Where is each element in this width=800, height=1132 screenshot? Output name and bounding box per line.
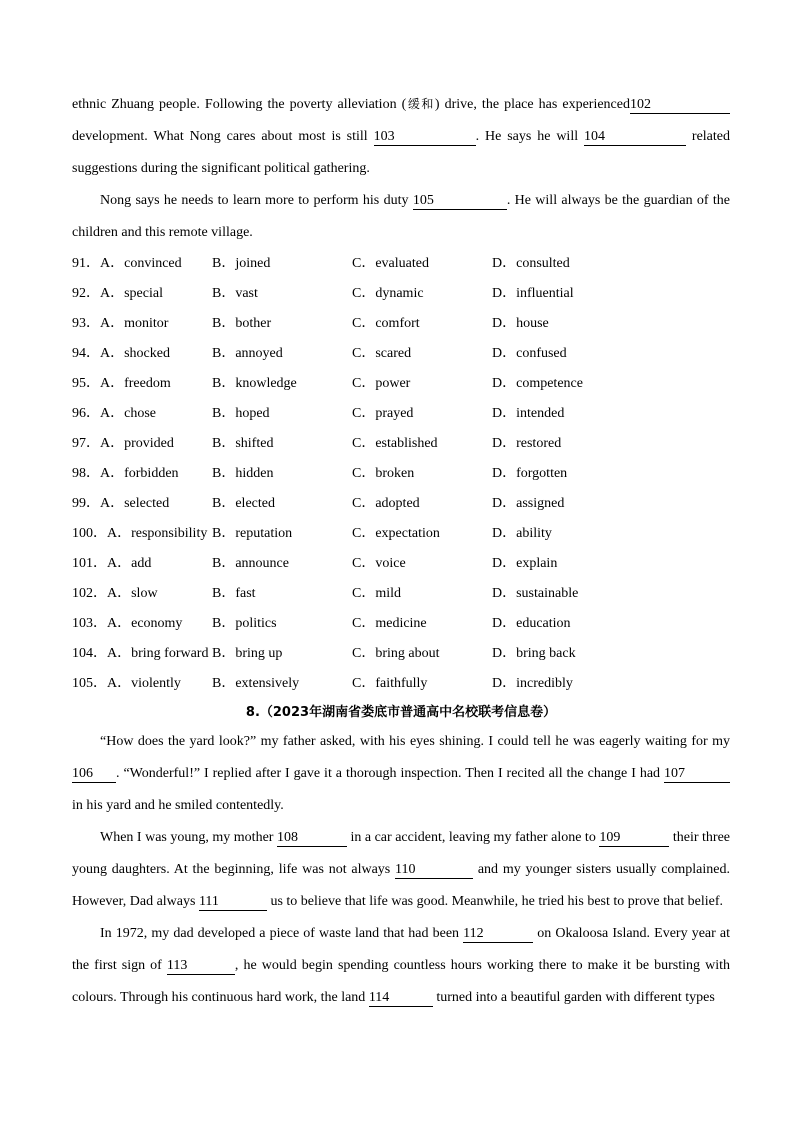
question-number: 102．: [72, 586, 107, 601]
blank-114: 114: [369, 990, 433, 1007]
option-a: [72, 369, 212, 399]
blank-113: 113: [167, 958, 235, 975]
option-a: [72, 339, 212, 369]
option-c: [352, 399, 492, 429]
text-run: their three young daughters. At the beginning, life was not always: [72, 830, 730, 877]
option-text: C．mild: [352, 586, 402, 601]
option-text: D．competence: [492, 376, 583, 391]
option-d: [492, 249, 730, 279]
option-row: [72, 639, 730, 669]
option-c: [352, 489, 492, 519]
option-text: B．elected: [212, 496, 275, 511]
text-run: on Okaloosa Island. Every year at the first sign of: [72, 926, 730, 973]
option-c: [352, 249, 492, 279]
option-b: [212, 639, 352, 669]
option-text: B．bring up: [212, 646, 283, 661]
option-a: [72, 309, 212, 339]
option-d: [492, 639, 730, 669]
question-number: 94．: [72, 346, 100, 361]
option-b: [212, 549, 352, 579]
option-row: [72, 429, 730, 459]
option-c: [352, 579, 492, 609]
option-a: [72, 519, 212, 549]
option-text: A．economy: [107, 616, 183, 631]
option-c: [352, 549, 492, 579]
blank-103: 103: [374, 129, 476, 146]
option-text: D．restored: [492, 436, 562, 451]
text-run: Nong says he needs to learn more to perform his duty: [100, 193, 413, 208]
option-text: A．provided: [100, 436, 174, 451]
option-text: C．prayed: [352, 406, 414, 421]
option-text: B．fast: [212, 586, 256, 601]
option-text: C．adopted: [352, 496, 420, 511]
option-a: [72, 639, 212, 669]
option-row: [72, 279, 730, 309]
option-text: B．reputation: [212, 526, 293, 541]
text-run: ) drive, the place has experienced: [434, 97, 630, 112]
option-a: [72, 669, 212, 699]
chinese-gloss: 缓和: [406, 97, 435, 111]
option-text: D．influential: [492, 286, 574, 301]
option-a: [72, 489, 212, 519]
option-c: [352, 369, 492, 399]
option-text: A．chose: [100, 406, 156, 421]
option-text: C．faithfully: [352, 676, 428, 691]
text-run: . He will always be the guardian of the children and this remote village.: [72, 193, 731, 240]
option-d: [492, 309, 730, 339]
option-text: B．knowledge: [212, 376, 297, 391]
option-row: [72, 459, 730, 489]
blank-112: 112: [463, 926, 533, 943]
text-run: us to believe that life was good. Meanwhile, he tried his best to prove that belief.: [266, 894, 723, 909]
option-a: [72, 459, 212, 489]
option-text: A．violently: [107, 676, 181, 691]
option-c: [352, 309, 492, 339]
passage2-paragraph-1: [72, 726, 730, 822]
option-text: D．forgotten: [492, 466, 568, 481]
option-text: A．selected: [100, 496, 170, 511]
option-text: D．intended: [492, 406, 565, 421]
option-text: A．slow: [107, 586, 158, 601]
option-a: [72, 429, 212, 459]
section-heading: 8.（2023年湖南省娄底市普通高中名校联考信息卷）: [245, 705, 557, 720]
passage1-paragraph-2: [72, 185, 730, 249]
option-text: A．shocked: [100, 346, 170, 361]
option-c: [352, 339, 492, 369]
text-run: . “Wonderful!” I replied after I gave it a thorough inspection. Then I recited all the change I had: [116, 766, 664, 781]
option-d: [492, 489, 730, 519]
option-d: [492, 369, 730, 399]
option-c: [352, 279, 492, 309]
option-a: [72, 549, 212, 579]
passage2-paragraph-3: [72, 918, 730, 1014]
option-text: D．consulted: [492, 256, 570, 271]
blank-104: 104: [584, 129, 686, 146]
option-row: [72, 519, 730, 549]
text-run: ethnic Zhuang people. Following the poverty alleviation (: [72, 97, 407, 112]
option-b: [212, 669, 352, 699]
text-run: . He says he will: [475, 129, 585, 144]
question-number: 96．: [72, 406, 100, 421]
option-text: C．scared: [352, 346, 412, 361]
option-text: D．confused: [492, 346, 567, 361]
question-number: 101．: [72, 556, 107, 571]
text-run: In 1972, my dad developed a piece of waste land that had been: [100, 926, 464, 941]
option-text: C．expectation: [352, 526, 440, 541]
option-d: [492, 579, 730, 609]
option-text: B．vast: [212, 286, 258, 301]
option-text: A．bring forward: [107, 646, 209, 661]
option-text: C．bring about: [352, 646, 440, 661]
option-row: [72, 399, 730, 429]
blank-107: 107: [664, 766, 730, 783]
option-text: D．education: [492, 616, 571, 631]
option-a: [72, 579, 212, 609]
text-run: and my younger sisters usually complained. However, Dad always: [72, 862, 731, 909]
option-a: [72, 399, 212, 429]
option-text: B．joined: [212, 256, 271, 271]
option-b: [212, 519, 352, 549]
option-b: [212, 309, 352, 339]
option-text: D．ability: [492, 526, 552, 541]
option-c: [352, 429, 492, 459]
option-text: A．freedom: [100, 376, 171, 391]
option-d: [492, 399, 730, 429]
question-number: 93．: [72, 316, 100, 331]
option-row: [72, 339, 730, 369]
option-text: B．announce: [212, 556, 289, 571]
option-text: A．responsibility: [107, 526, 208, 541]
document-page: [72, 88, 730, 1014]
option-c: [352, 459, 492, 489]
blank-109: 109: [599, 830, 669, 847]
option-b: [212, 399, 352, 429]
option-c: [352, 669, 492, 699]
option-text: C．evaluated: [352, 256, 429, 271]
option-text: A．monitor: [100, 316, 169, 331]
question-number: 98．: [72, 466, 100, 481]
option-text: C．voice: [352, 556, 406, 571]
option-row: [72, 249, 730, 279]
option-row: [72, 549, 730, 579]
text-run: turned into a beautiful garden with different types: [432, 990, 715, 1005]
option-b: [212, 249, 352, 279]
option-text: B．politics: [212, 616, 277, 631]
option-d: [492, 549, 730, 579]
option-text: A．convinced: [100, 256, 182, 271]
option-text: C．broken: [352, 466, 415, 481]
passage2-paragraph-2: [72, 822, 730, 918]
option-text: D．explain: [492, 556, 558, 571]
text-run: “How does the yard look?” my father asked, with his eyes shining. I could tell he was eagerly waiting for my: [100, 734, 730, 749]
question-number: 95．: [72, 376, 100, 391]
option-text: C．medicine: [352, 616, 427, 631]
option-text: A．add: [107, 556, 152, 571]
option-d: [492, 519, 730, 549]
option-text: D．incredibly: [492, 676, 573, 691]
text-run: development. What Nong cares about most is still: [72, 129, 374, 144]
option-c: [352, 639, 492, 669]
option-d: [492, 459, 730, 489]
option-d: [492, 609, 730, 639]
option-row: [72, 309, 730, 339]
option-text: C．established: [352, 436, 438, 451]
blank-105: 105: [413, 193, 507, 210]
option-row: [72, 369, 730, 399]
option-b: [212, 339, 352, 369]
question-number: 105．: [72, 676, 107, 691]
option-text: B．hoped: [212, 406, 270, 421]
option-text: A．forbidden: [100, 466, 179, 481]
blank-110: 110: [395, 862, 473, 879]
option-text: B．bother: [212, 316, 272, 331]
option-c: [352, 519, 492, 549]
option-b: [212, 609, 352, 639]
option-d: [492, 279, 730, 309]
option-d: [492, 669, 730, 699]
option-text: B．shifted: [212, 436, 274, 451]
option-b: [212, 489, 352, 519]
text-run: in his yard and he smiled contentedly.: [72, 798, 284, 813]
text-run: in a car accident, leaving my father alone to: [346, 830, 600, 845]
option-text: B．extensively: [212, 676, 300, 691]
text-run: , he would begin spending countless hours working there to make it be bursting with colours. Through his continuous hard work, the land: [72, 958, 730, 1005]
option-d: [492, 339, 730, 369]
blank-111: 111: [199, 894, 267, 911]
option-a: [72, 249, 212, 279]
question-number: 104．: [72, 646, 107, 661]
question-number: 99．: [72, 496, 100, 511]
option-text: C．power: [352, 376, 411, 391]
passage1-paragraph-1: [72, 88, 730, 185]
option-text: C．comfort: [352, 316, 420, 331]
option-row: [72, 669, 730, 699]
options-list: [72, 249, 730, 699]
question-number: 103．: [72, 616, 107, 631]
option-b: [212, 579, 352, 609]
option-b: [212, 459, 352, 489]
text-run: related suggestions during the significant political gathering.: [72, 129, 730, 176]
option-text: A．special: [100, 286, 163, 301]
option-c: [352, 609, 492, 639]
option-d: [492, 429, 730, 459]
option-text: D．assigned: [492, 496, 565, 511]
option-text: D．house: [492, 316, 549, 331]
blank-108: 108: [277, 830, 347, 847]
option-a: [72, 279, 212, 309]
option-b: [212, 369, 352, 399]
text-run: When I was young, my mother: [100, 830, 277, 845]
blank-102: 102: [630, 97, 730, 114]
question-number: 97．: [72, 436, 100, 451]
option-text: D．sustainable: [492, 586, 579, 601]
option-text: B．hidden: [212, 466, 274, 481]
blank-106: 106: [72, 766, 116, 783]
option-b: [212, 279, 352, 309]
option-a: [72, 609, 212, 639]
question-number: 100．: [72, 526, 107, 541]
option-row: [72, 579, 730, 609]
option-row: [72, 489, 730, 519]
option-row: [72, 609, 730, 639]
question-number: 91．: [72, 256, 100, 271]
question-number: 92．: [72, 286, 100, 301]
option-text: D．bring back: [492, 646, 576, 661]
option-text: C．dynamic: [352, 286, 424, 301]
option-b: [212, 429, 352, 459]
option-text: B．annoyed: [212, 346, 283, 361]
